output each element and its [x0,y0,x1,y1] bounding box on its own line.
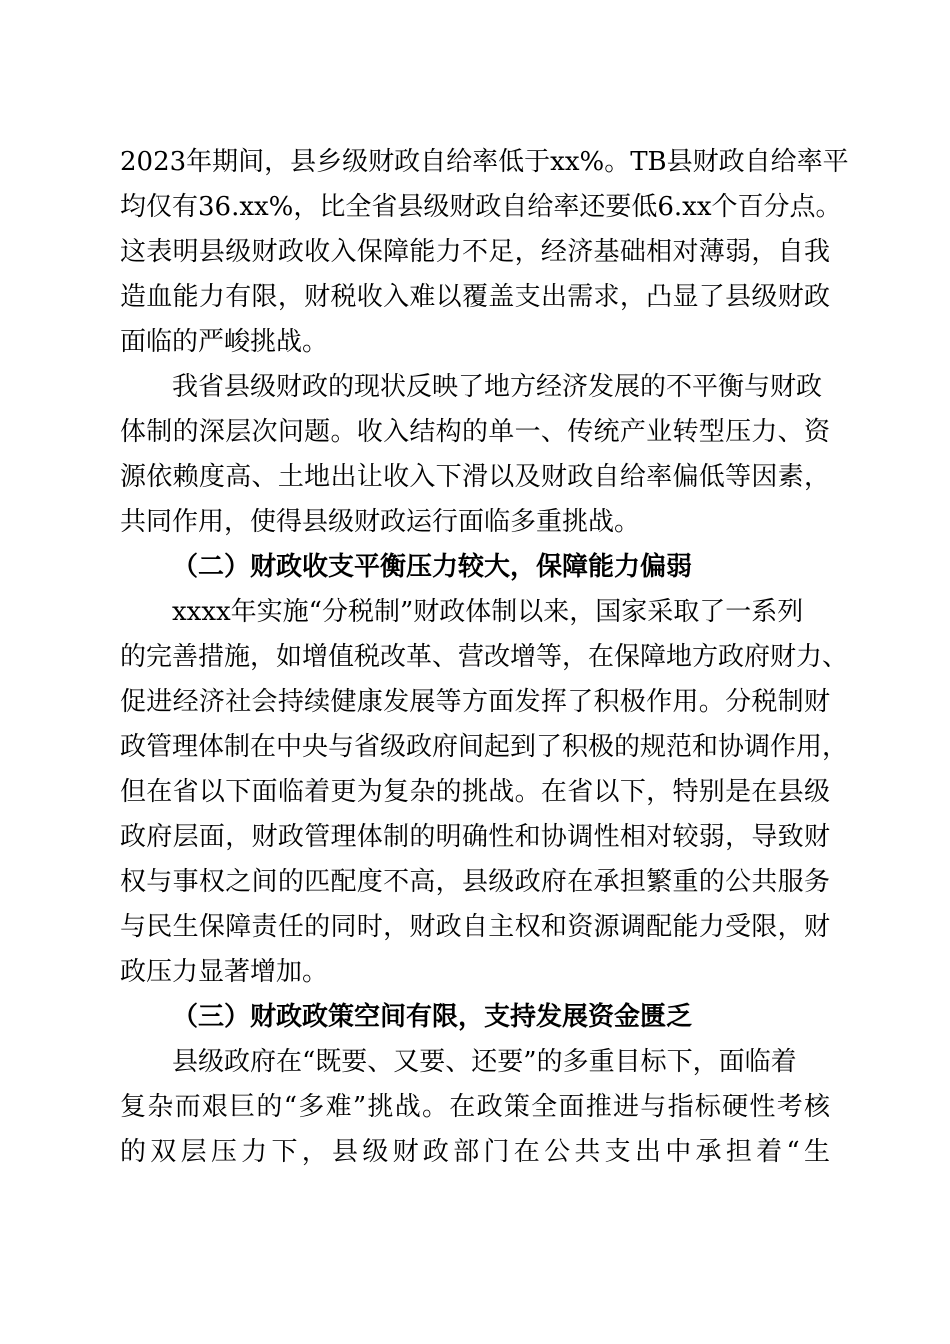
paragraph-line: 促进经济社会持续健康发展等方面发挥了积极作用。分税制财 [120,687,830,717]
paragraph-line: 但在省以下面临着更为复杂的挑战。在省以下，特别是在县级 [120,777,830,807]
paragraph-line: 与民生保障责任的同时，财政自主权和资源调配能力受限，财 [120,912,830,942]
paragraph-line: xxxx年实施“分税制”财政体制以来，国家采取了一系列 [172,597,804,627]
paragraph-line: 共同作用，使得县级财政运行面临多重挑战。 [120,507,641,537]
paragraph-line: 的完善措施，如增值税改革、营改增等，在保障地方政府财力、 [120,642,849,672]
section-heading: （三）财政政策空间有限，支持发展资金匮乏 [172,1002,693,1032]
paragraph-line: 政管理体制在中央与省级政府间起到了积极的规范和协调作用， [120,732,849,762]
paragraph-line: 面临的严峻挑战。 [120,327,329,357]
paragraph-line: 政压力显著增加。 [120,957,329,987]
paragraph-line: 这表明县级财政收入保障能力不足，经济基础相对薄弱，自我 [120,237,830,267]
section-heading: （二）财政收支平衡压力较大，保障能力偏弱 [172,552,693,582]
paragraph-line: 的双层压力下，县级财政部门在公共支出中承担着“生 [120,1137,830,1167]
paragraph-line: 均仅有36.xx%，比全省县级财政自给率还要低6.xx个百分点。 [120,192,842,222]
paragraph-line: 政府层面，财政管理体制的明确性和协调性相对较弱，导致财 [120,822,830,852]
paragraph-line: 复杂而艰巨的“多难”挑战。在政策全面推进与指标硬性考核 [120,1092,830,1122]
paragraph-line: 源依赖度高、土地出让收入下滑以及财政自给率偏低等因素， [120,462,830,492]
paragraph-line: 造血能力有限，财税收入难以覆盖支出需求，凸显了县级财政 [120,282,830,312]
paragraph-line: 体制的深层次问题。收入结构的单一、传统产业转型压力、资 [120,417,830,447]
document-body [120,140,849,1175]
paragraph-line: 县级政府在“既要、又要、还要”的多重目标下，面临着 [172,1047,797,1077]
paragraph-line: 权与事权之间的匹配度不高，县级政府在承担繁重的公共服务 [120,867,830,897]
paragraph-line: 我省县级财政的现状反映了地方经济发展的不平衡与财政 [172,372,823,402]
paragraph-line: 2023年期间，县乡级财政自给率低于xx%。TB县财政自给率平 [120,147,849,177]
